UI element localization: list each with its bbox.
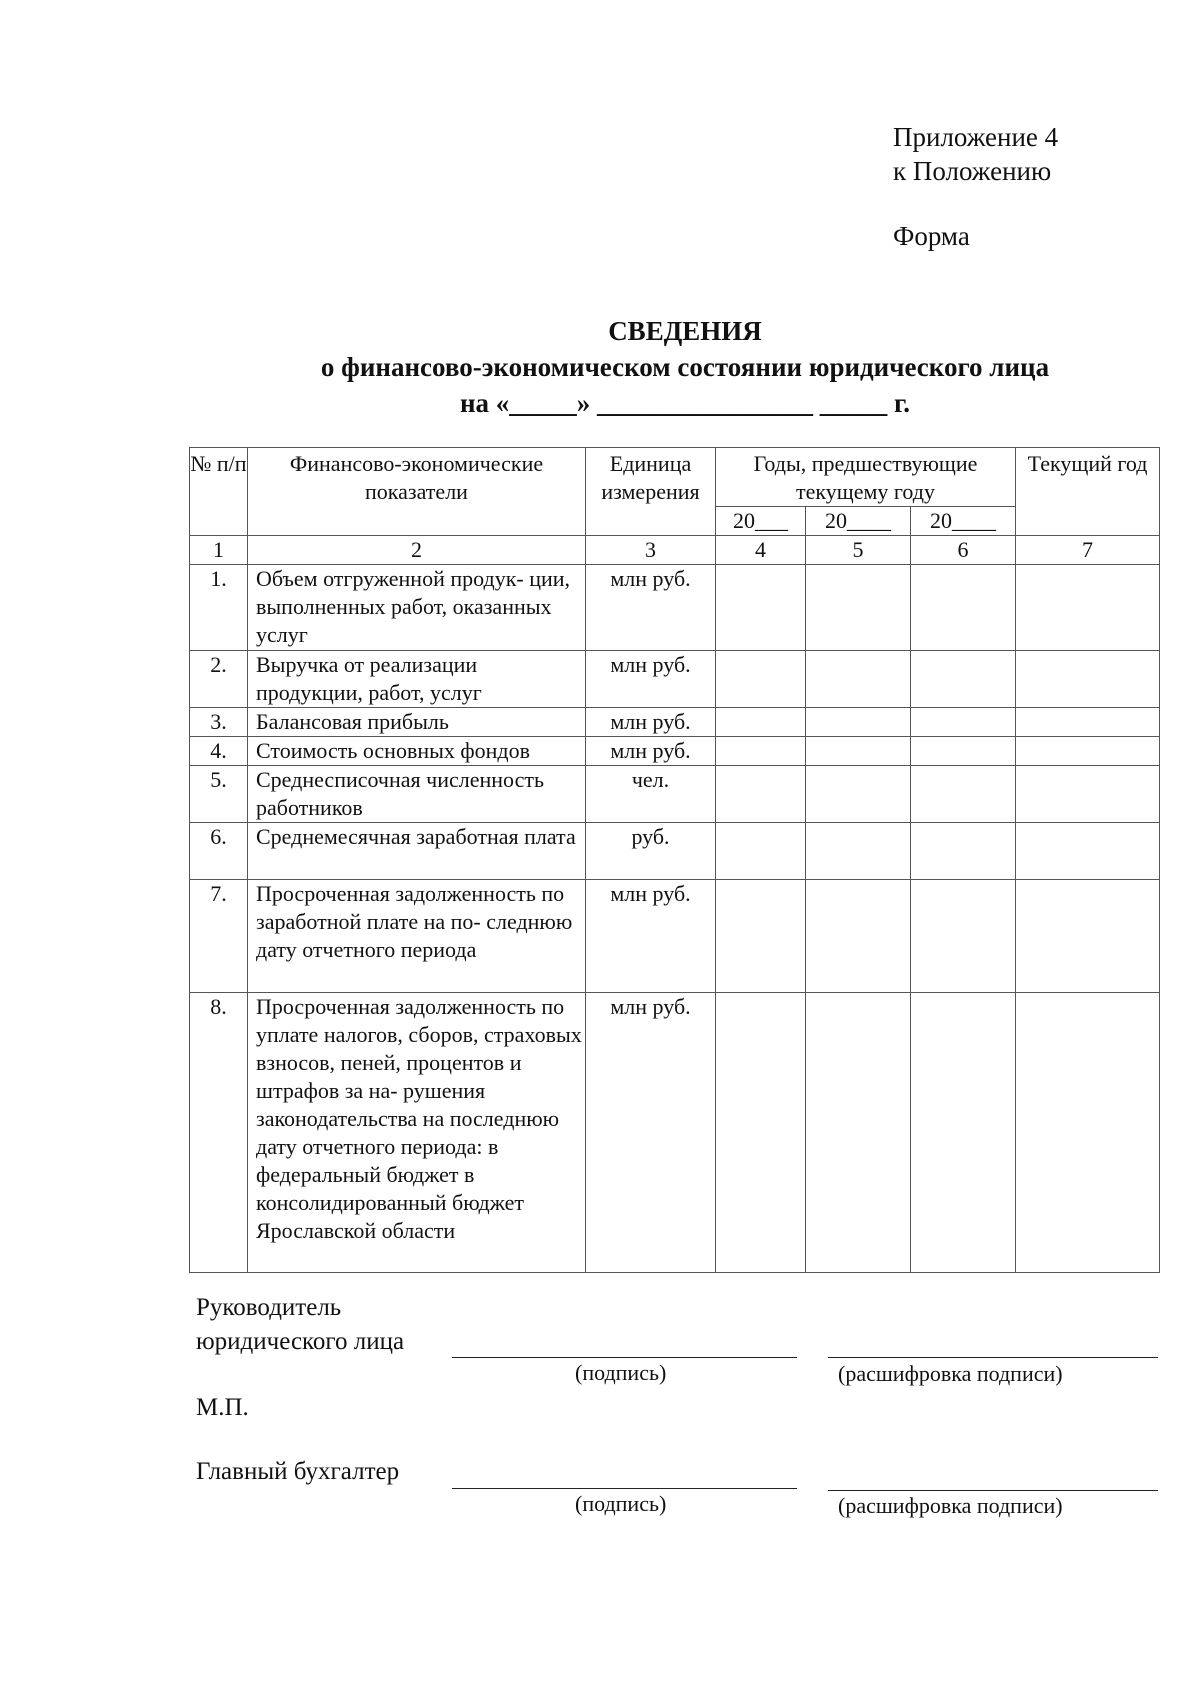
column-numbers-row [190, 536, 1160, 565]
row-number: 5. [190, 766, 248, 823]
accountant-signature-field[interactable] [452, 1488, 797, 1489]
value-cell[interactable] [806, 708, 911, 737]
value-cell[interactable] [911, 737, 1016, 766]
row-unit: млн руб. [586, 737, 716, 766]
row-indicator: Стоимость основных фондов [248, 737, 586, 766]
header-year-6: 20____ [911, 507, 1016, 536]
row-number: 8. [190, 993, 248, 1273]
table-row [190, 823, 1160, 880]
appendix-line-2: к Положению [893, 156, 1052, 186]
value-cell[interactable] [911, 993, 1016, 1273]
row-number: 6. [190, 823, 248, 880]
head-label-line2: юридического лица [196, 1328, 405, 1355]
value-cell[interactable] [716, 651, 806, 708]
row-indicator: Объем отгруженной продук- ции, выполненных работ, оказанных услуг [248, 565, 586, 651]
row-unit: млн руб. [586, 565, 716, 651]
value-cell[interactable] [1016, 880, 1160, 993]
value-cell[interactable] [806, 737, 911, 766]
head-label-line1: Руководитель [196, 1294, 342, 1321]
value-cell[interactable] [1016, 993, 1160, 1273]
appendix-note [893, 120, 1058, 188]
row-indicator: Просроченная задолженность по заработной плате на по- следнюю дату отчетного периода [248, 880, 586, 993]
value-cell[interactable] [911, 766, 1016, 823]
table-row [190, 651, 1160, 708]
value-cell[interactable] [911, 880, 1016, 993]
col-number: 3 [586, 536, 716, 565]
row-number: 1. [190, 565, 248, 651]
value-cell[interactable] [806, 766, 911, 823]
title-subtitle: о финансово-экономическом состоянии юридического лица [320, 352, 1050, 382]
value-cell[interactable] [716, 993, 806, 1273]
row-unit: млн руб. [586, 993, 716, 1273]
document-title [185, 313, 1185, 421]
value-cell[interactable] [911, 823, 1016, 880]
value-cell[interactable] [1016, 565, 1160, 651]
col-number: 7 [1016, 536, 1160, 565]
col-number: 1 [190, 536, 248, 565]
col-number: 5 [806, 536, 911, 565]
appendix-line-1: Приложение 4 [893, 122, 1059, 152]
value-cell[interactable] [1016, 651, 1160, 708]
value-cell[interactable] [911, 651, 1016, 708]
stamp-label: М.П. [196, 1394, 249, 1421]
table-row [190, 766, 1160, 823]
table-row [190, 993, 1160, 1273]
table-row [190, 737, 1160, 766]
value-cell[interactable] [716, 766, 806, 823]
row-unit: млн руб. [586, 651, 716, 708]
row-indicator: Балансовая прибыль [248, 708, 586, 737]
col-number: 4 [716, 536, 806, 565]
row-indicator: Просроченная задолженность по уплате налогов, сборов, страховых взносов, пеней, процентов и штрафов за на- рушения законодательства на последнюю дату отчетного периода: в федеральный бюджет в консолидированный бюджет Ярославской области [248, 993, 586, 1273]
table-row [190, 565, 1160, 651]
head-signature-caption: (подпись) [575, 1360, 667, 1385]
value-cell[interactable] [716, 565, 806, 651]
row-number: 7. [190, 880, 248, 993]
header-num: № п/п [190, 448, 248, 536]
title-date-line: на «_____» ________________ _____ г. [459, 388, 911, 418]
value-cell[interactable] [911, 708, 1016, 737]
value-cell[interactable] [806, 565, 911, 651]
value-cell[interactable] [716, 708, 806, 737]
row-unit: млн руб. [586, 880, 716, 993]
header-prev-years: Годы, предшествующие текущему году [716, 448, 1016, 507]
value-cell[interactable] [1016, 766, 1160, 823]
form-label: Форма [893, 221, 970, 251]
row-indicator: Среднесписочная численность работников [248, 766, 586, 823]
value-cell[interactable] [806, 993, 911, 1273]
table-row [190, 708, 1160, 737]
row-number: 4. [190, 737, 248, 766]
header-year-5: 20____ [806, 507, 911, 536]
value-cell[interactable] [911, 565, 1016, 651]
accountant-label: Главный бухгалтер [196, 1458, 400, 1485]
header-year-4: 20___ [716, 507, 806, 536]
value-cell[interactable] [1016, 823, 1160, 880]
header-current-year: Текущий год [1016, 448, 1160, 536]
value-cell[interactable] [806, 823, 911, 880]
row-number: 2. [190, 651, 248, 708]
table-row [190, 880, 1160, 993]
head-signature-field[interactable] [452, 1357, 797, 1358]
value-cell[interactable] [716, 880, 806, 993]
value-cell[interactable] [1016, 708, 1160, 737]
financial-indicators-table [189, 447, 1160, 1273]
header-indicator: Финансово-экономические показатели [248, 448, 586, 536]
header-unit: Единица измерения [586, 448, 716, 536]
value-cell[interactable] [716, 737, 806, 766]
row-unit: млн руб. [586, 708, 716, 737]
head-signature-label [196, 1291, 404, 1359]
accountant-signature-caption: (подпись) [575, 1491, 667, 1516]
row-indicator: Выручка от реализации продукции, работ, услуг [248, 651, 586, 708]
value-cell[interactable] [806, 880, 911, 993]
head-decoding-field[interactable] [828, 1357, 1158, 1358]
title-main: СВЕДЕНИЯ [608, 316, 762, 346]
accountant-decoding-field[interactable] [828, 1490, 1158, 1491]
col-number: 2 [248, 536, 586, 565]
row-indicator: Среднемесячная заработная плата [248, 823, 586, 880]
value-cell[interactable] [1016, 737, 1160, 766]
value-cell[interactable] [806, 651, 911, 708]
row-unit: руб. [586, 823, 716, 880]
row-unit: чел. [586, 766, 716, 823]
row-number: 3. [190, 708, 248, 737]
col-number: 6 [911, 536, 1016, 565]
accountant-decoding-caption: (расшифровка подписи) [838, 1493, 1063, 1518]
head-decoding-caption: (расшифровка подписи) [838, 1361, 1063, 1386]
value-cell[interactable] [716, 823, 806, 880]
